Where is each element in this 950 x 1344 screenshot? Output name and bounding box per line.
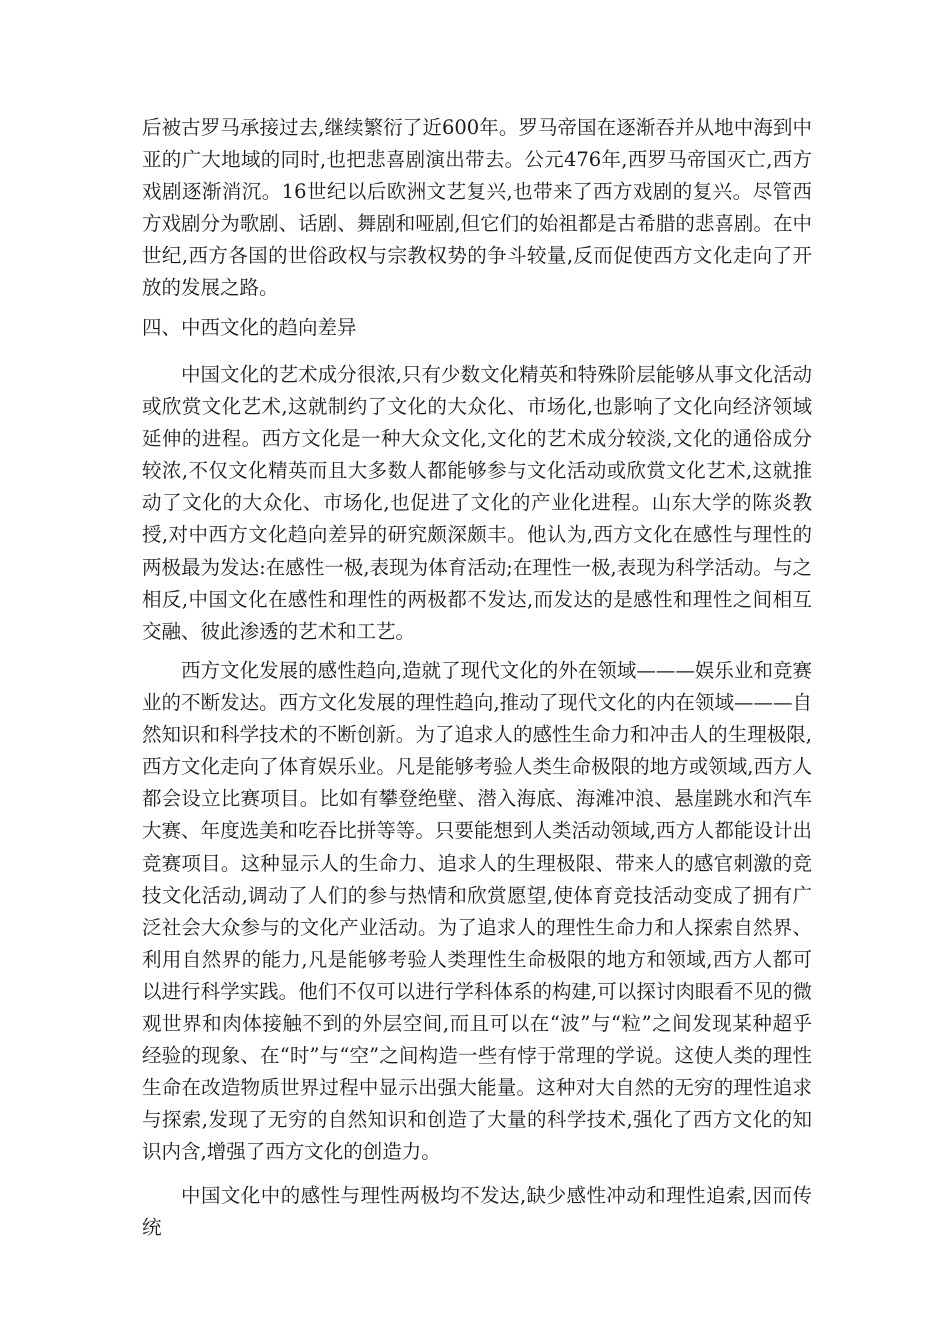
paragraph-continuation: 后被古罗马承接过去,继续繁衍了近600年。罗马帝国在逐渐吞并从地中海到中亚的广大地域的同时,也把悲喜剧演出带去。公元476年,西罗马帝国灭亡,西方戏剧逐渐消沉。16世纪以后欧洲文艺复兴,也带来了西方戏剧的复兴。尽管西方戏剧分为歌剧、话剧、舞剧和哑剧,但它们的始祖都是古希腊的悲喜剧。在中世纪,西方各国的世俗政权与宗教权势的争斗较量,反而促使西方文化走向了开放的发展之路。 <box>142 116 812 300</box>
paragraph-art-component: 中国文化的艺术成分很浓,只有少数文化精英和特殊阶层能够从事文化活动或欣赏文化艺术,这就制约了文化的大众化、市场化,也影响了文化向经济领域延伸的进程。西方文化是一种大众文化,文化的艺术成分较淡,文化的通俗成分较浓,不仅文化精英而且大多数人都能够参与文化活动或欣赏文化艺术,这就推动了文化的大众化、市场化,也促进了文化的产业化进程。山东大学的陈炎教授,对中西方文化趋向差异的研究颇深颇丰。他认为,西方文化在感性与理性的两极最为发达:在感性一极,表现为体育活动;在理性一极,表现为科学活动。与之相反,中国文化在感性和理性的两极都不发达,而发达的是感性和理性之间相互交融、彼此渗透的艺术和工艺。 <box>142 363 812 643</box>
section-heading: 四、中西文化的趋向差异 <box>142 316 357 339</box>
paragraph-chinese-start: 中国文化中的感性与理性两极均不发达,缺少感性冲动和理性追索,因而传统 <box>142 1184 812 1240</box>
paragraph-western-trend: 西方文化发展的感性趋向,造就了现代文化的外在领域———娱乐业和竞赛业的不断发达。西方文化发展的理性趋向,推动了现代文化的内在领域———自然知识和科学技术的不断创新。为了追求人的感性生命力和冲击人的生理极限,西方文化走向了体育娱乐业。凡是能够考验人类生命极限的地方或领域,西方人都会设立比赛项目。比如有攀登绝壁、潜入海底、海滩冲浪、悬崖跳水和汽车大赛、年度选美和吃吞比拼等等。只要能想到人类活动领域,西方人都能设计出竞赛项目。这种显示人的生命力、追求人的生理极限、带来人的感官刺激的竞技文化活动,调动了人们的参与热情和欣赏愿望,使体育竞技活动变成了拥有广泛社会大众参与的文化产业活动。为了追求人的理性生命力和人探索自然界、利用自然界的能力,凡是能够考验人类理性生命极限的地方和领域,西方人都可以进行科学实践。他们不仅可以进行学科体系的构建,可以探讨肉眼看不见的微观世界和肉体接触不到的外层空间,而且可以在“波”与“粒”之间发现某种超乎经验的现象、在“时”与“空”之间构造一些有悖于常理的学说。这使人类的理性生命在改造物质世界过程中显示出强大能量。这种对大自然的无穷的理性追求与探索,发现了无穷的自然知识和创造了大量的科学技术,强化了西方文化的知识内含,增强了西方文化的创造力。 <box>142 659 812 1164</box>
